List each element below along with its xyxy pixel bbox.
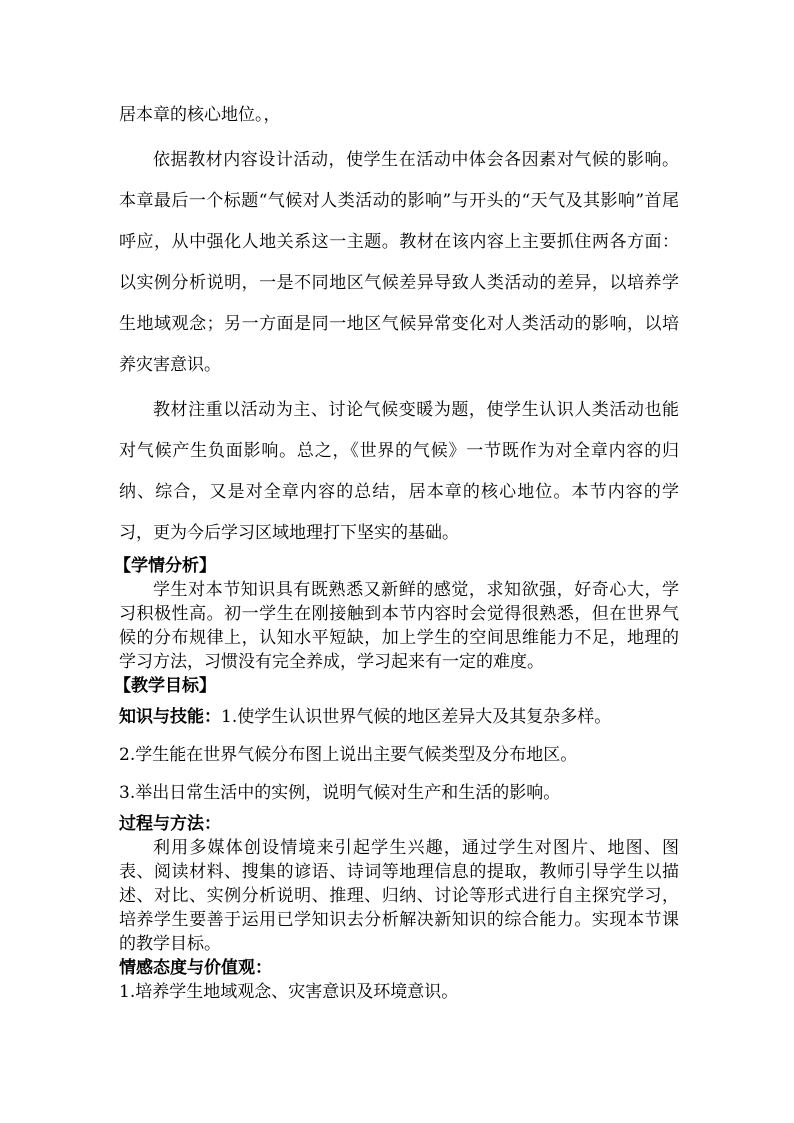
knowledge-item-3: 3.举出日常生活中的实例，说明气候对生产和生活的影响。 (119, 783, 561, 803)
emotion-label: 情感态度与价值观： (119, 958, 272, 978)
knowledge-text-1: 1.使学生认识世界气候的地区差异大及其复杂多样。 (221, 707, 612, 727)
intro-paragraph-1: 依据教材内容设计活动，使学生在活动中体会各因素对气候的影响。本章最后一个标题“气候对人类活动的影响”与开头的“天气及其影响”首尾呼应，从中强化人地关系这一主题。教材在该内容上主要抓住两各方面：以实例分析说明，一是不同地区气候差异导致人类活动的差异，以培养学生地域观念；另一方面是同一地区气候异常变化对人类活动的影响，以培养灾害意识。 (119, 150, 679, 375)
emotion-item-1: 1.培养学生地域观念、灾害意识及环境意识。 (119, 982, 459, 1002)
process-label: 过程与方法： (119, 814, 221, 834)
intro-line-0: 居本章的核心地位。， (119, 105, 281, 125)
knowledge-item-1 (119, 698, 679, 736)
learning-analysis-text: 学生对本节知识具有既熟悉又新鲜的感觉，求知欲强，好奇心大，学习积极性高。初一学生在刚接触到本节内容时会觉得很熟悉，但在世界气候的分布规律上，认知水平短缺，加上学生的空间思维能力不足，地理的学习方法，习惯没有完全养成，学习起来有一定的难度。 (119, 580, 679, 672)
document-page (114, 95, 679, 1004)
knowledge-item-2: 2.学生能在世界气候分布图上说出主要气候类型及分布地区。 (119, 745, 578, 765)
learning-analysis-heading: 【学情分析】 (114, 556, 216, 576)
process-text: 利用多媒体创设情境来引起学生兴趣，通过学生对图片、地图、图表、阅读材料、搜集的谚语、诗词等地理信息的提取，教师引导学生以描述、对比、实例分析说明、推理、归纳、讨论等形式进行自主探究学习，培养学生要善于运用已学知识去分析解决新知识的综合能力。实现本节课的教学目标。 (119, 838, 679, 954)
knowledge-label: 知识与技能： (119, 707, 221, 727)
intro-paragraph-2: 教材注重以活动为主、讨论气候变暖为题，使学生认识人类活动也能对气候产生负面影响。总之，《世界的气候》一节既作为对全章内容的归纳、综合，又是对全章内容的总结，居本章的核心地位。本节内容的学习，更为今后学习区域地理打下坚实的基础。 (119, 400, 679, 543)
objectives-heading: 【教学目标】 (114, 676, 216, 696)
